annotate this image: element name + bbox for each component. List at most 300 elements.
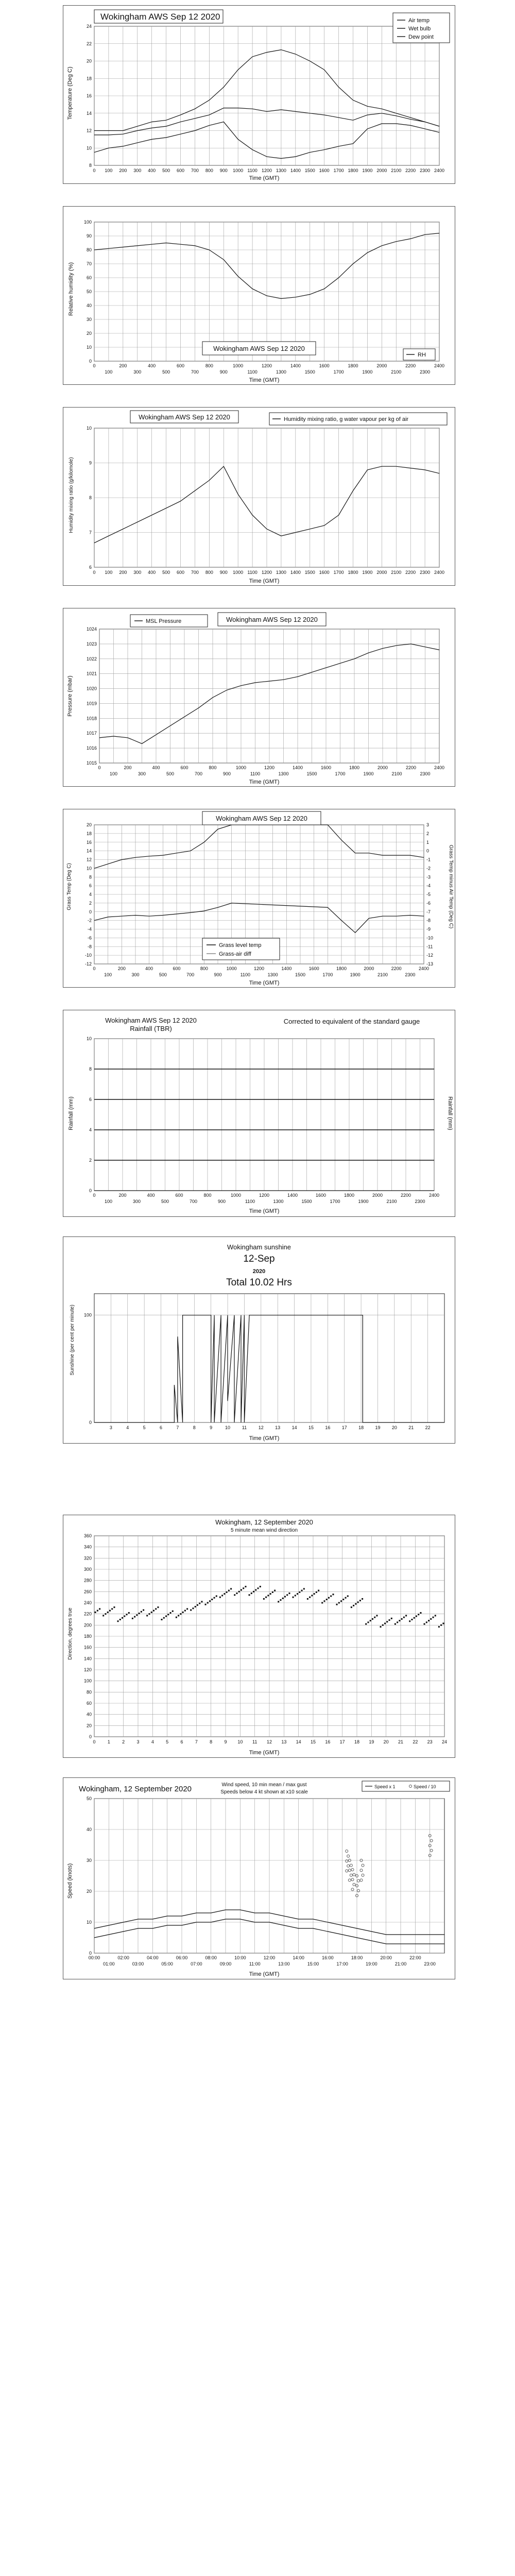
x-tick-label: 1700 xyxy=(322,972,333,977)
x-tick-label: 5 xyxy=(166,1739,169,1744)
x-tick-label: 200 xyxy=(118,1193,127,1198)
x-axis-label: Time (GMT) xyxy=(249,779,280,785)
x-tick-label: 11 xyxy=(242,1425,247,1430)
wind-direction-chart-panel xyxy=(63,1515,455,1758)
y2-tick-label: 0 xyxy=(426,848,430,854)
x-tick-label: 700 xyxy=(191,570,199,575)
x-tick-label: 200 xyxy=(119,570,127,575)
direction-point xyxy=(99,1608,100,1609)
x-tick-label: 1400 xyxy=(292,765,303,770)
direction-point xyxy=(411,1619,413,1620)
legend xyxy=(393,13,450,43)
y-tick-label: 16 xyxy=(86,839,92,845)
direction-point xyxy=(234,1594,235,1596)
legend xyxy=(202,938,280,960)
y-axis-label: Rainfall (mm) xyxy=(68,1096,74,1130)
x-tick-label: 16 xyxy=(325,1425,331,1430)
y-tick-label: 8 xyxy=(89,163,92,168)
x-tick-label: 22 xyxy=(413,1739,418,1744)
direction-point xyxy=(342,1599,344,1600)
x-tick-label: 01:00 xyxy=(103,1961,115,1967)
x-tick-label: 8 xyxy=(193,1425,196,1430)
y-tick-label: 8 xyxy=(89,874,92,880)
y-tick-label: 6 xyxy=(89,883,92,889)
x-tick-label: 800 xyxy=(205,363,213,368)
rainfall-chart-panel xyxy=(63,1010,455,1217)
x-tick-label: 2000 xyxy=(364,966,374,971)
direction-point xyxy=(199,1603,200,1604)
chart-title: Wokingham AWS Sep 12 2020 xyxy=(226,616,318,623)
x-tick-label: 900 xyxy=(219,369,228,375)
y-tick-label: 0 xyxy=(89,909,92,914)
y-tick-label: 9 xyxy=(89,460,92,466)
x-tick-label: 1700 xyxy=(333,369,344,375)
x-tick-label: 400 xyxy=(152,765,160,770)
direction-point xyxy=(253,1591,254,1592)
y-tick-label: 20 xyxy=(86,1723,92,1728)
y-tick-label: -10 xyxy=(84,953,92,958)
y-tick-label: 140 xyxy=(83,1656,92,1662)
direction-point xyxy=(270,1593,271,1595)
direction-point xyxy=(126,1614,128,1615)
x-tick-label: 100 xyxy=(105,369,113,375)
x-tick-label: 1800 xyxy=(344,1193,355,1198)
x-tick-label: 7 xyxy=(176,1425,179,1430)
direction-point xyxy=(433,1617,434,1618)
x-tick-label: 1100 xyxy=(247,168,258,173)
direction-point xyxy=(299,1591,300,1593)
x-tick-label: 04:00 xyxy=(147,1955,159,1960)
x-tick-label: 700 xyxy=(189,1199,198,1204)
x-axis-label: Time (GMT) xyxy=(249,1750,280,1756)
direction-point xyxy=(245,1586,246,1587)
x-tick-label: 18:00 xyxy=(351,1955,363,1960)
y-tick-label: 1024 xyxy=(86,626,97,632)
direction-point xyxy=(309,1597,311,1598)
direction-point xyxy=(163,1617,165,1619)
temperature-chart-panel xyxy=(63,5,455,184)
x-tick-label: 1900 xyxy=(362,168,373,173)
direction-point xyxy=(119,1619,121,1620)
x-tick-label: 13 xyxy=(281,1739,287,1744)
x-tick-label: 100 xyxy=(104,972,112,977)
y-tick-label: -6 xyxy=(87,935,92,941)
x-tick-label: 20 xyxy=(391,1425,397,1430)
y-tick-label: 12 xyxy=(86,857,92,862)
x-tick-label: 3 xyxy=(109,1425,112,1430)
y-tick-label: 1015 xyxy=(86,760,97,766)
direction-point xyxy=(347,1596,349,1597)
x-tick-label: 00:00 xyxy=(88,1955,100,1960)
direction-point xyxy=(134,1616,135,1618)
direction-point xyxy=(192,1607,194,1609)
direction-point xyxy=(311,1595,313,1596)
y-tick-label: 360 xyxy=(83,1533,92,1538)
y-tick-label: 6 xyxy=(89,565,92,570)
x-tick-label: 1300 xyxy=(276,369,286,375)
chart-title: Wokingham sunshine xyxy=(227,1243,291,1251)
x-tick-label: 1500 xyxy=(304,570,315,575)
direction-point xyxy=(284,1596,286,1598)
y-tick-label: 60 xyxy=(86,1701,92,1706)
y-tick-label: 40 xyxy=(86,1711,92,1717)
direction-point xyxy=(332,1594,334,1595)
y-tick-label: 18 xyxy=(86,76,92,81)
x-tick-label: 2300 xyxy=(405,972,416,977)
wind-speed-chart xyxy=(63,1778,455,1979)
direction-point xyxy=(316,1591,317,1593)
y-axis-label-right: Rainfall (mm) xyxy=(447,1096,453,1130)
x-tick-label: 7 xyxy=(195,1739,198,1744)
x-tick-label: 1900 xyxy=(363,771,374,776)
x-tick-label: 11:00 xyxy=(249,1961,261,1967)
direction-point xyxy=(430,1618,432,1620)
chart-note-1: Wind speed, 10 min mean / max gust xyxy=(221,1782,307,1788)
direction-point xyxy=(278,1601,279,1602)
direction-point xyxy=(359,1600,361,1601)
x-tick-label: 2300 xyxy=(420,771,431,776)
x-tick-label: 19:00 xyxy=(366,1961,377,1967)
chart-title: Wokingham, 12 September 2020 xyxy=(79,1785,192,1793)
x-tick-label: 1600 xyxy=(308,966,319,971)
direction-point xyxy=(117,1620,119,1622)
speed-div10-point xyxy=(347,1855,350,1857)
x-tick-label: 2400 xyxy=(434,765,445,770)
legend xyxy=(403,349,435,360)
x-tick-label: 500 xyxy=(166,771,175,776)
direction-point xyxy=(267,1595,269,1596)
y-tick-label: 220 xyxy=(83,1611,92,1617)
chart-title: Wokingham AWS Sep 12 2020 xyxy=(213,345,305,352)
direction-point xyxy=(401,1618,403,1620)
x-tick-label: 800 xyxy=(209,765,217,770)
y-tick-label: 2 xyxy=(89,900,92,906)
y-tick-label: 60 xyxy=(86,275,92,280)
x-tick-label: 200 xyxy=(117,966,126,971)
x-tick-label: 8 xyxy=(210,1739,213,1744)
x-tick-label: 11 xyxy=(252,1739,258,1744)
y-axis-label: Sunshine (per cent per minute) xyxy=(70,1304,75,1376)
y-tick-label: 120 xyxy=(83,1667,92,1672)
x-tick-label: 100 xyxy=(105,168,113,173)
x-tick-label: 21 xyxy=(398,1739,404,1744)
x-tick-label: 1400 xyxy=(287,1193,298,1198)
x-tick-label: 800 xyxy=(200,966,208,971)
x-tick-label: 19 xyxy=(369,1739,374,1744)
x-tick-label: 1300 xyxy=(273,1199,284,1204)
x-tick-label: 2000 xyxy=(376,363,387,368)
chart-title: Wokingham AWS Sep 12 2020 xyxy=(216,815,307,822)
x-tick-label: 1900 xyxy=(362,369,373,375)
direction-point xyxy=(384,1623,386,1624)
grass-temp-chart xyxy=(63,809,455,987)
x-tick-label: 1400 xyxy=(290,570,301,575)
legend-label-rh: RH xyxy=(418,352,426,358)
x-tick-label: 17 xyxy=(339,1739,345,1744)
y-tick-label: 80 xyxy=(86,1689,92,1695)
speed-div10-point xyxy=(351,1878,354,1881)
direction-point xyxy=(170,1612,171,1614)
x-tick-label: 2200 xyxy=(405,363,416,368)
x-tick-label: 0 xyxy=(93,363,96,368)
y-axis-label: Grass Temp (Deg C) xyxy=(66,863,72,910)
x-tick-label: 1600 xyxy=(319,570,330,575)
x-tick-label: 1000 xyxy=(233,168,244,173)
x-tick-label: 900 xyxy=(219,168,228,173)
direction-point xyxy=(365,1623,367,1625)
grass-temp-chart-panel xyxy=(63,809,455,988)
x-tick-label: 2400 xyxy=(434,363,445,368)
y-tick-label: 1018 xyxy=(86,716,97,721)
chart-note-2: Speeds below 4 kt shown at x10 scale xyxy=(220,1789,308,1795)
plot-frame xyxy=(94,1294,444,1422)
x-tick-label: 500 xyxy=(162,369,170,375)
x-tick-label: 1100 xyxy=(240,972,251,977)
y-axis-label: Pressure (mbar) xyxy=(67,675,73,717)
x-tick-label: 14 xyxy=(291,1425,297,1430)
x-tick-label: 2100 xyxy=(391,168,402,173)
direction-point xyxy=(255,1589,256,1591)
speed-div10-point xyxy=(351,1869,354,1871)
sunshine-chart-panel xyxy=(63,1236,455,1444)
legend-label-air-temp: Air temp xyxy=(408,18,430,24)
x-axis-label: Time (GMT) xyxy=(249,578,280,584)
x-tick-label: 2100 xyxy=(391,570,402,575)
direction-point xyxy=(301,1590,303,1591)
speed-div10-point xyxy=(351,1888,354,1891)
x-tick-label: 100 xyxy=(105,570,113,575)
y-tick-label: 8 xyxy=(89,1066,92,1072)
direction-point xyxy=(345,1597,347,1599)
mixing-ratio-chart-panel xyxy=(63,407,455,586)
direction-point xyxy=(228,1590,230,1591)
x-tick-label: 1100 xyxy=(245,1199,255,1204)
x-tick-label: 1900 xyxy=(358,1199,369,1204)
x-tick-label: 1000 xyxy=(235,765,247,770)
x-tick-label: 21 xyxy=(408,1425,414,1430)
x-tick-label: 300 xyxy=(138,771,146,776)
x-tick-label: 500 xyxy=(161,1199,169,1204)
y2-tick-label: -8 xyxy=(426,918,431,923)
x-tick-label: 2300 xyxy=(420,369,431,375)
y-tick-label: 40 xyxy=(86,1827,92,1832)
direction-point xyxy=(328,1597,330,1599)
direction-point xyxy=(426,1621,427,1623)
x-tick-label: 1200 xyxy=(259,1193,270,1198)
x-tick-label: 600 xyxy=(175,1193,183,1198)
direction-point xyxy=(355,1603,356,1605)
direction-point xyxy=(314,1593,315,1595)
direction-point xyxy=(380,1626,382,1628)
y-tick-label: 40 xyxy=(86,303,92,308)
x-tick-label: 14:00 xyxy=(293,1955,304,1960)
x-tick-label: 10 xyxy=(225,1425,231,1430)
y-tick-label: 30 xyxy=(86,317,92,322)
y-tick-label: 7 xyxy=(89,530,92,535)
x-tick-label: 21:00 xyxy=(394,1961,407,1967)
x-tick-label: 600 xyxy=(173,966,181,971)
legend-label-grass-air-diff: Grass-air diff xyxy=(219,951,251,957)
direction-point xyxy=(180,1613,181,1615)
y-tick-label: 20 xyxy=(86,331,92,336)
y-tick-label: -8 xyxy=(87,944,92,950)
y-tick-label: 6 xyxy=(89,1097,92,1102)
direction-point xyxy=(243,1587,244,1589)
y2-tick-label: -9 xyxy=(426,926,431,932)
direction-point xyxy=(416,1616,417,1617)
direction-point xyxy=(249,1594,250,1596)
y-tick-label: 180 xyxy=(83,1634,92,1639)
x-tick-label: 1500 xyxy=(295,972,306,977)
direction-point xyxy=(265,1597,267,1598)
series-line-sunshine xyxy=(94,1315,444,1422)
x-tick-label: 08:00 xyxy=(205,1955,217,1960)
x-tick-label: 22 xyxy=(425,1425,431,1430)
x-tick-label: 1000 xyxy=(233,363,244,368)
x-tick-label: 1400 xyxy=(281,966,292,971)
x-tick-label: 1800 xyxy=(348,168,358,173)
x-tick-label: 1600 xyxy=(319,168,330,173)
y-tick-label: 90 xyxy=(86,233,92,239)
chart-subtitle: Rainfall (TBR) xyxy=(130,1025,172,1032)
y-tick-label: 1017 xyxy=(86,731,97,736)
x-tick-label: 1600 xyxy=(319,363,330,368)
direction-point xyxy=(107,1612,109,1613)
y-axis-label: Direction, degrees true xyxy=(67,1607,73,1660)
x-tick-label: 1500 xyxy=(304,168,315,173)
speed-div10-point xyxy=(350,1874,352,1876)
y-tick-label: 14 xyxy=(86,110,92,116)
direction-point xyxy=(282,1598,284,1599)
y-tick-label: -12 xyxy=(84,961,92,967)
x-tick-label: 300 xyxy=(131,972,140,977)
direction-point xyxy=(102,1615,104,1616)
x-tick-label: 2200 xyxy=(400,1193,411,1198)
x-tick-label: 400 xyxy=(145,966,153,971)
x-tick-label: 300 xyxy=(133,168,142,173)
y-tick-label: 50 xyxy=(86,1796,92,1801)
direction-point xyxy=(303,1588,305,1589)
x-tick-label: 10:00 xyxy=(234,1955,246,1960)
direction-point xyxy=(274,1590,276,1591)
y2-tick-label: 2 xyxy=(426,831,430,836)
x-tick-label: 07:00 xyxy=(191,1961,202,1967)
direction-point xyxy=(146,1615,148,1616)
chart-year: 2020 xyxy=(252,1268,266,1275)
y-tick-label: 0 xyxy=(89,1420,92,1425)
y-tick-label: 4 xyxy=(89,892,92,897)
y2-tick-label: -6 xyxy=(426,900,431,906)
y-tick-label: 10 xyxy=(86,866,92,871)
direction-point xyxy=(374,1617,375,1618)
direction-point xyxy=(376,1615,377,1616)
x-tick-label: 1600 xyxy=(315,1193,327,1198)
direction-point xyxy=(391,1618,392,1619)
y-tick-label: 10 xyxy=(86,145,92,151)
direction-point xyxy=(326,1599,328,1600)
x-tick-label: 1200 xyxy=(261,168,272,173)
y-tick-label: 1019 xyxy=(86,701,97,706)
x-tick-label: 2200 xyxy=(405,570,416,575)
x-tick-label: 0 xyxy=(93,168,96,173)
y-tick-label: 0 xyxy=(89,1188,92,1193)
direction-point xyxy=(136,1614,138,1616)
direction-point xyxy=(230,1588,232,1589)
legend xyxy=(362,1781,450,1791)
direction-point xyxy=(238,1591,240,1592)
direction-point xyxy=(205,1604,207,1605)
x-tick-label: 22:00 xyxy=(409,1955,421,1960)
legend-label-mixing-ratio: Humidity mixing ratio, g water vapour per kg of air xyxy=(284,416,409,422)
direction-point xyxy=(143,1609,144,1611)
speed-div10-point xyxy=(346,1860,348,1862)
x-tick-label: 400 xyxy=(148,570,156,575)
x-tick-label: 700 xyxy=(191,369,199,375)
legend xyxy=(269,413,447,425)
direction-point xyxy=(399,1620,400,1621)
x-tick-label: 1000 xyxy=(233,570,244,575)
direction-point xyxy=(197,1604,198,1606)
y2-tick-label: -12 xyxy=(426,953,434,958)
speed-div10-point xyxy=(430,1849,433,1852)
x-tick-label: 4 xyxy=(151,1739,154,1744)
speed-div10-point xyxy=(348,1869,351,1872)
y-tick-label: 4 xyxy=(89,1127,92,1132)
x-tick-label: 600 xyxy=(176,570,185,575)
x-tick-label: 9 xyxy=(224,1739,227,1744)
y-tick-label: 1020 xyxy=(86,686,97,691)
direction-point xyxy=(139,1613,140,1614)
x-tick-label: 900 xyxy=(222,771,231,776)
direction-point xyxy=(151,1612,152,1613)
x-tick-label: 300 xyxy=(133,369,142,375)
y2-tick-label: -5 xyxy=(426,892,431,897)
x-tick-label: 800 xyxy=(203,1193,212,1198)
y2-tick-label: -13 xyxy=(426,961,434,967)
direction-point xyxy=(353,1605,354,1606)
y-tick-label: 10 xyxy=(86,345,92,350)
direction-point xyxy=(323,1600,325,1602)
direction-point xyxy=(367,1621,369,1623)
legend xyxy=(130,615,208,627)
direction-point xyxy=(111,1608,113,1609)
x-tick-label: 800 xyxy=(205,570,213,575)
y-tick-label: 10 xyxy=(86,1920,92,1925)
x-tick-label: 1200 xyxy=(253,966,265,971)
x-tick-label: 2000 xyxy=(376,570,387,575)
y-axis-label: Temperature (Deg C) xyxy=(67,66,73,120)
x-tick-label: 2100 xyxy=(391,771,402,776)
y2-tick-label: -10 xyxy=(426,935,434,941)
x-tick-label: 18 xyxy=(354,1739,360,1744)
direction-point xyxy=(113,1606,115,1608)
direction-point xyxy=(272,1591,273,1593)
direction-point xyxy=(428,1620,430,1621)
y-tick-label: 10 xyxy=(86,1036,92,1041)
y-tick-label: 160 xyxy=(83,1645,92,1650)
x-tick-label: 500 xyxy=(162,168,170,173)
direction-point xyxy=(260,1586,261,1587)
direction-point xyxy=(221,1595,223,1596)
legend-label-speed-x1: Speed x 1 xyxy=(374,1784,396,1789)
y-axis-label: Relative humidity (%) xyxy=(68,262,74,316)
x-axis-label: Time (GMT) xyxy=(249,980,280,986)
speed-div10-point xyxy=(350,1864,352,1867)
speed-div10-point xyxy=(362,1874,364,1876)
speed-div10-point xyxy=(430,1839,433,1842)
chart-total: Total 10.02 Hrs xyxy=(226,1277,292,1288)
x-tick-label: 12 xyxy=(258,1425,264,1430)
